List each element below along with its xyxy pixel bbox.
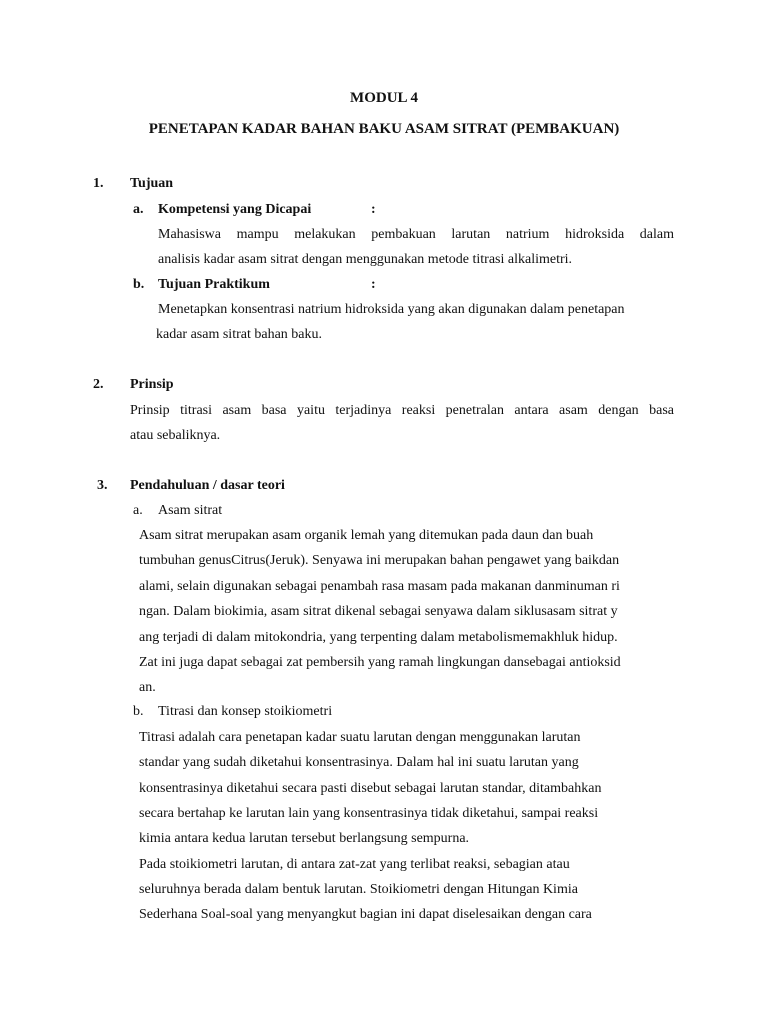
- paragraph-line: Mahasiswa mampu melakukan pembakuan larutan natrium hidroksida dalam: [158, 227, 674, 242]
- paragraph-line: seluruhnya berada dalam bentuk larutan. Stoikiometri dengan Hitungan Kimia: [139, 882, 578, 897]
- item-marker: a.: [133, 503, 143, 518]
- paragraph-line: kimia antara kedua larutan tersebut berlangsung sempurna.: [139, 831, 470, 846]
- item-label: Titrasi dan konsep stoikiometri: [158, 704, 333, 719]
- paragraph-line: an.: [139, 680, 156, 695]
- paragraph-line: Menetapkan konsentrasi natrium hidroksida yang akan digunakan dalam penetapan: [158, 302, 625, 317]
- paragraph-line: ngan. Dalam biokimia, asam sitrat dikenal sebagai senyawa dalam siklusasam sitrat y: [139, 604, 618, 619]
- paragraph-line: konsentrasinya diketahui secara pasti disebut sebagai larutan standar, ditambahkan: [139, 781, 602, 796]
- paragraph-line: Zat ini juga dapat sebagai zat pembersih yang ramah lingkungan dansebagai antioksid: [139, 655, 621, 670]
- item-label: Kompetensi yang Dicapai: [158, 202, 312, 217]
- document-title: PENETAPAN KADAR BAHAN BAKU ASAM SITRAT (PEMBAKUAN): [148, 121, 620, 137]
- paragraph-line: Prinsip titrasi asam basa yaitu terjadinya reaksi penetralan antara asam dengan basa: [130, 403, 674, 418]
- section-heading: Tujuan: [130, 176, 174, 191]
- item-label: Asam sitrat: [158, 503, 223, 518]
- item-marker: b.: [133, 704, 144, 719]
- paragraph-line: kadar asam sitrat bahan baku.: [156, 327, 322, 342]
- paragraph-line: Pada stoikiometri larutan, di antara zat-zat yang terlibat reaksi, sebagian atau: [139, 857, 570, 872]
- section-heading: Prinsip: [130, 377, 174, 392]
- item-marker: b.: [133, 277, 145, 292]
- paragraph-line: Sederhana Soal-soal yang menyangkut bagian ini dapat diselesaikan dengan cara: [139, 907, 592, 922]
- paragraph-line: atau sebaliknya.: [130, 428, 221, 443]
- item-marker: a.: [133, 202, 144, 217]
- module-label: MODUL 4: [350, 90, 418, 106]
- item-label: Tujuan Praktikum: [158, 277, 270, 292]
- section-number: 2.: [93, 377, 104, 392]
- paragraph-line: Asam sitrat merupakan asam organik lemah yang ditemukan pada daun dan buah: [139, 528, 594, 543]
- paragraph-line: analisis kadar asam sitrat dengan menggunakan metode titrasi alkalimetri.: [158, 252, 573, 267]
- paragraph-line: standar yang sudah diketahui konsentrasinya. Dalam hal ini suatu larutan yang: [139, 755, 579, 770]
- paragraph-line: secara bertahap ke larutan lain yang konsentrasinya tidak diketahui, sampai reaksi: [139, 806, 599, 821]
- item-colon: :: [371, 202, 376, 217]
- item-colon: :: [371, 277, 376, 292]
- section-number: 3.: [97, 478, 108, 493]
- section-number: 1.: [93, 176, 104, 191]
- paragraph-line: ang terjadi di dalam mitokondria, yang terpenting dalam metabolismemakhluk hidup.: [139, 630, 618, 645]
- paragraph-line: alami, selain digunakan sebagai penambah rasa masam pada makanan danminuman ri: [139, 579, 620, 594]
- section-heading: Pendahuluan / dasar teori: [130, 478, 285, 493]
- paragraph-line: tumbuhan genusCitrus(Jeruk). Senyawa ini merupakan bahan pengawet yang baikdan: [139, 553, 620, 568]
- paragraph-line: Titrasi adalah cara penetapan kadar suatu larutan dengan menggunakan larutan: [139, 730, 581, 745]
